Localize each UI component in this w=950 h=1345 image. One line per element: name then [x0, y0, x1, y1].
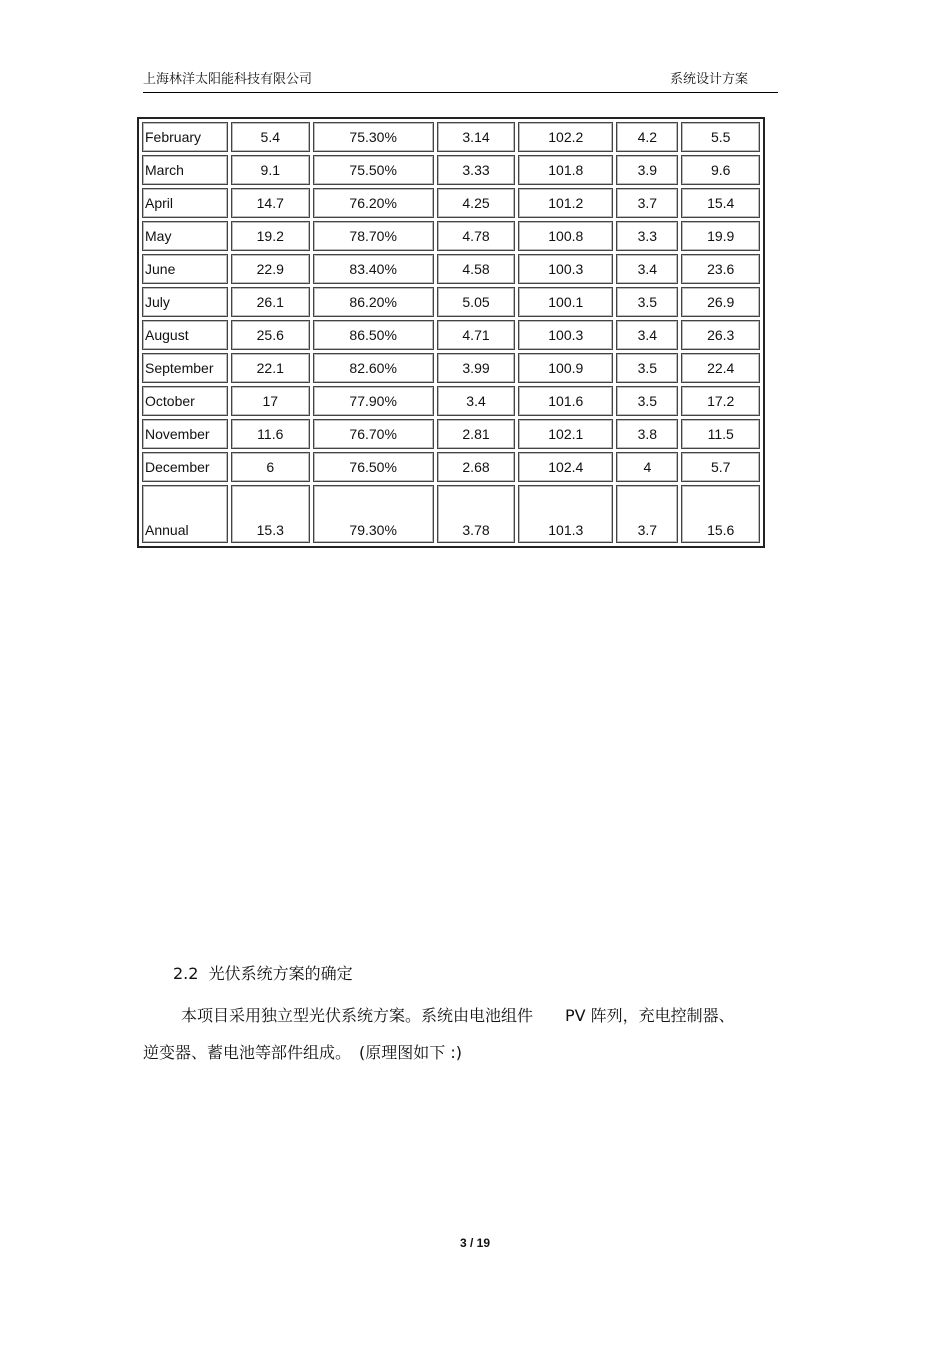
- page-header: [143, 66, 778, 93]
- table-cell: 23.6: [681, 254, 760, 284]
- table-cell: 19.9: [681, 221, 760, 251]
- table-cell: 3.14: [437, 122, 516, 152]
- table-cell-month: August: [142, 320, 228, 350]
- table-cell: 15.6: [681, 485, 760, 543]
- table-cell: 83.40%: [313, 254, 434, 284]
- table-row-annual: [142, 485, 760, 543]
- table-cell: 100.1: [518, 287, 613, 317]
- table-cell: 77.90%: [313, 386, 434, 416]
- table-cell: 101.6: [518, 386, 613, 416]
- company-name: 上海林洋太阳能科技有限公司: [143, 72, 313, 87]
- table-cell: 17: [231, 386, 310, 416]
- table-cell-month: March: [142, 155, 228, 185]
- table-cell: 100.9: [518, 353, 613, 383]
- table-cell-month: July: [142, 287, 228, 317]
- table-cell: 102.4: [518, 452, 613, 482]
- table-cell: 2.68: [437, 452, 516, 482]
- table-row: [142, 452, 760, 482]
- table-cell: 3.5: [616, 386, 678, 416]
- page-number: 3 / 19: [459, 1236, 491, 1250]
- table-cell: 3.4: [616, 320, 678, 350]
- table-cell: 101.3: [518, 485, 613, 543]
- table-cell: 86.50%: [313, 320, 434, 350]
- table-cell: 102.1: [518, 419, 613, 449]
- table-cell: 3.5: [616, 353, 678, 383]
- table-cell: 3.7: [616, 188, 678, 218]
- table-cell: 5.5: [681, 122, 760, 152]
- table-cell: 100.3: [518, 254, 613, 284]
- table-cell: 26.3: [681, 320, 760, 350]
- table-row: [142, 122, 760, 152]
- table-cell-month: November: [142, 419, 228, 449]
- table-cell-month: Annual: [142, 485, 228, 543]
- table-cell: 3.8: [616, 419, 678, 449]
- table-row: [142, 353, 760, 383]
- table-cell: 4.78: [437, 221, 516, 251]
- table-cell: 76.20%: [313, 188, 434, 218]
- table-cell: 3.5: [616, 287, 678, 317]
- table-cell: 101.2: [518, 188, 613, 218]
- table-cell: 3.3: [616, 221, 678, 251]
- table-cell: 6: [231, 452, 310, 482]
- table-cell: 9.1: [231, 155, 310, 185]
- section-paragraph: [143, 997, 803, 1071]
- table-row: [142, 254, 760, 284]
- table-cell: 4.25: [437, 188, 516, 218]
- table-cell: 14.7: [231, 188, 310, 218]
- section-title: 光伏系统方案的确定: [208, 964, 353, 983]
- table-cell: 100.8: [518, 221, 613, 251]
- table-cell: 86.20%: [313, 287, 434, 317]
- table-cell-month: April: [142, 188, 228, 218]
- table-cell: 17.2: [681, 386, 760, 416]
- climate-data-table: [137, 117, 765, 548]
- table-row: [142, 320, 760, 350]
- table-cell: 26.9: [681, 287, 760, 317]
- table-cell: 3.78: [437, 485, 516, 543]
- table-cell: 3.7: [616, 485, 678, 543]
- table-cell: 3.99: [437, 353, 516, 383]
- table-cell-month: October: [142, 386, 228, 416]
- table-row: [142, 419, 760, 449]
- table-row: [142, 386, 760, 416]
- table-cell-month: September: [142, 353, 228, 383]
- paragraph-line-1: 本项目采用独立型光伏系统方案。系统由电池组件 PV 阵列，充电控制器、: [181, 1006, 735, 1025]
- table-cell: 75.30%: [313, 122, 434, 152]
- table-cell: 3.4: [616, 254, 678, 284]
- table-cell: 79.30%: [313, 485, 434, 543]
- table-cell: 25.6: [231, 320, 310, 350]
- table-cell: 5.7: [681, 452, 760, 482]
- table-cell: 100.3: [518, 320, 613, 350]
- table-cell: 15.3: [231, 485, 310, 543]
- table-cell: 22.9: [231, 254, 310, 284]
- table-cell: 4.71: [437, 320, 516, 350]
- table-row: [142, 155, 760, 185]
- table-cell: 2.81: [437, 419, 516, 449]
- table-cell: 3.9: [616, 155, 678, 185]
- table-cell: 76.70%: [313, 419, 434, 449]
- table-cell: 4.2: [616, 122, 678, 152]
- table-row: [142, 287, 760, 317]
- table-cell: 102.2: [518, 122, 613, 152]
- table-cell: 19.2: [231, 221, 310, 251]
- table-cell: 26.1: [231, 287, 310, 317]
- table-cell: 4.58: [437, 254, 516, 284]
- table-cell: 4: [616, 452, 678, 482]
- table-cell: 11.6: [231, 419, 310, 449]
- table-cell: 76.50%: [313, 452, 434, 482]
- table-cell: 101.8: [518, 155, 613, 185]
- table-cell: 3.4: [437, 386, 516, 416]
- document-title: 系统设计方案: [669, 72, 748, 87]
- table-cell: 75.50%: [313, 155, 434, 185]
- table-cell: 5.05: [437, 287, 516, 317]
- table-cell: 11.5: [681, 419, 760, 449]
- section-number: 2.2: [173, 964, 199, 983]
- table-cell: 15.4: [681, 188, 760, 218]
- table-cell: 9.6: [681, 155, 760, 185]
- table-cell: 82.60%: [313, 353, 434, 383]
- table-row: [142, 221, 760, 251]
- table-cell: 78.70%: [313, 221, 434, 251]
- table-cell: 22.4: [681, 353, 760, 383]
- table-cell-month: June: [142, 254, 228, 284]
- table-cell: 5.4: [231, 122, 310, 152]
- paragraph-line-2: 逆变器、蓄电池等部件组成。 (原理图如下 :): [143, 1043, 462, 1062]
- table-cell: 22.1: [231, 353, 310, 383]
- table-cell-month: February: [142, 122, 228, 152]
- table-row: [142, 188, 760, 218]
- table-cell-month: May: [142, 221, 228, 251]
- table-cell-month: December: [142, 452, 228, 482]
- section-heading: [173, 961, 353, 984]
- table-cell: 3.33: [437, 155, 516, 185]
